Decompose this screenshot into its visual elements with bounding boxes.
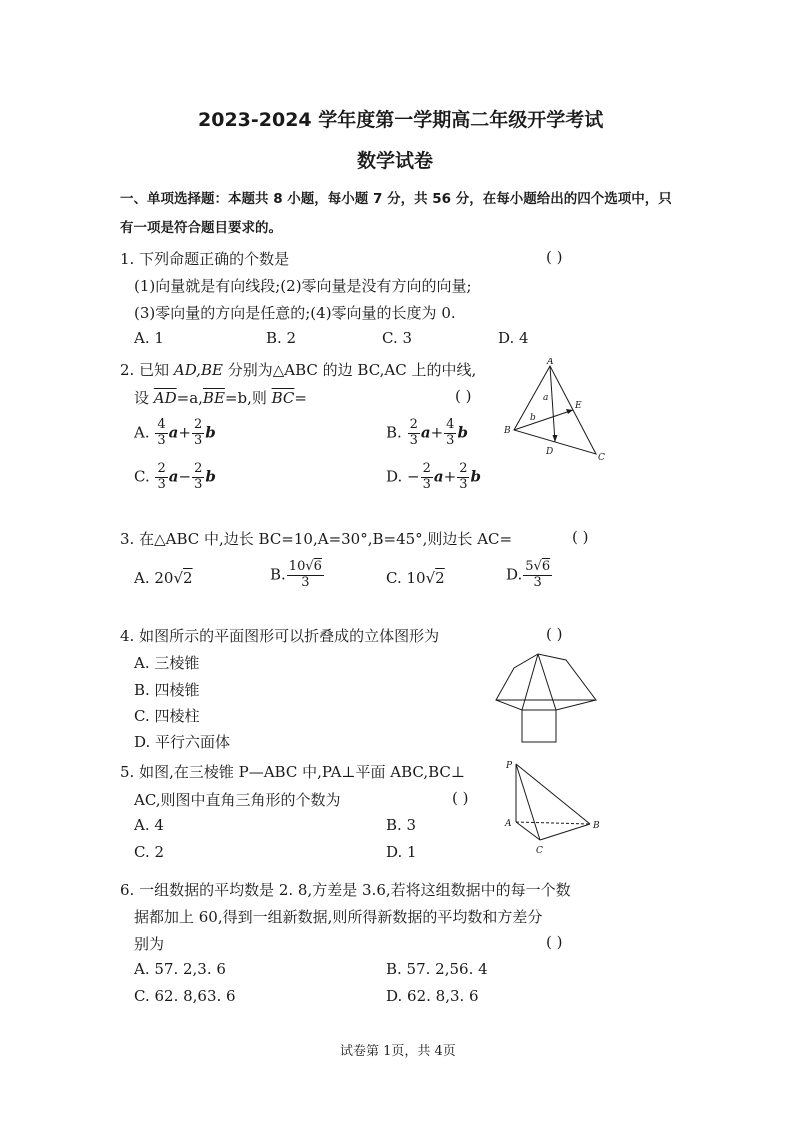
q5-option-b: B. 3 [386, 816, 417, 834]
q5-pyramid-figure [500, 758, 608, 858]
net-fold-line [538, 654, 556, 710]
q3-option-c: C. 10√2 [386, 569, 445, 587]
q6-option-d: D. 62. 8,3. 6 [386, 987, 479, 1005]
q3-option-d: D. $\frac{5√6}{3}$ [506, 559, 551, 590]
q2-option-b: B. $\frac{2}{3}$ a+ $\frac{4}{3}$ b [386, 417, 468, 448]
q2-stem-segments: AD,BE [173, 361, 223, 379]
q2-vector-be: $\overline{BE}$ [202, 389, 225, 407]
section-heading-line1: 一、单项选择题：本题共 8 小题，每小题 7 分，共 56 分，在每小题给出的四个选项中，只 [120, 191, 672, 207]
net-outline [496, 654, 596, 700]
q1-option-b: B. 2 [266, 329, 297, 347]
frac: $\frac{4}{3}$ [157, 417, 166, 448]
q6-answer-blank: ( ) [546, 933, 563, 951]
q4-answer-blank: ( ) [546, 625, 563, 643]
q2-stem [120, 359, 476, 380]
q6-option-b: B. 57. 2,56. 4 [386, 960, 488, 978]
edge-pb [516, 764, 590, 824]
q2-option-c: C. $\frac{2}{3}$ a− $\frac{2}{3}$ b [134, 461, 216, 492]
q1-stem: 1. 下列命题正确的个数是 [120, 250, 290, 268]
q2-let: 设 [134, 389, 154, 407]
label-e-point: E [575, 401, 582, 411]
label-c-vertex: C [536, 846, 543, 856]
q2-option-a: A. $\frac{4}{3}$ a+ $\frac{2}{3}$ b [134, 417, 216, 448]
frac: $\frac{2}{3}$ [194, 461, 203, 492]
q4-option-a: A. 三棱锥 [134, 654, 200, 672]
section-heading-line2: 有一项是符合题目要求的。 [120, 220, 282, 236]
q5-option-c: C. 2 [134, 843, 165, 861]
q6-option-a: A. 57. 2,3. 6 [134, 960, 226, 978]
q2-eq-b: =b,则 [224, 389, 272, 407]
q4-option-d: D. 平行六面体 [134, 733, 231, 751]
label-vector-b: b [530, 413, 536, 423]
q2-vector-ad: $\overline{AD}$ [153, 389, 177, 407]
q1-option-c: C. 3 [382, 329, 413, 347]
q2-eq-end: = [294, 389, 307, 407]
label-p-vertex: P [506, 761, 513, 771]
page-footer: 试卷第 1页，共 4页 [340, 1044, 456, 1059]
q1-line2: (1)向量就是有向线段;(2)零向量是没有方向的向量; [134, 277, 472, 295]
q5-option-a: A. 4 [134, 816, 164, 834]
net-square-base [522, 710, 556, 742]
edge-cb [540, 824, 590, 840]
q1-line3: (3)零向量的方向是任意的;(4)零向量的长度为 0. [134, 304, 456, 322]
label-b-vertex: B [504, 426, 511, 436]
median-ad [550, 366, 555, 442]
edge-ac [516, 822, 540, 840]
q6-line2: 据都加上 60,得到一组新数据,则所得新数据的平均数和方差分 [134, 908, 543, 926]
q5-answer-blank: ( ) [452, 789, 469, 807]
q6-line3: 别为 [134, 935, 165, 953]
q5-line2: AC,则图中直角三角形的个数为 [134, 791, 341, 809]
q1-answer-blank: ( ) [546, 248, 563, 266]
q6-stem: 6. 一组数据的平均数是 2. 8,方差是 3.6,若将这组数据中的每一个数 [120, 881, 571, 899]
exam-title: 2023-2024 学年度第一学期高二年级开学考试 [198, 109, 604, 131]
q2-eq-a: =a, [176, 389, 203, 407]
label-c-vertex: C [598, 453, 605, 463]
edge-ab-hidden [516, 822, 590, 824]
q2-stem-post: 分别为△ABC 的边 BC,AC 上的中线, [222, 361, 477, 379]
net-face-left [496, 654, 538, 710]
frac: $\frac{2}{3}$ [409, 417, 418, 448]
q4-net-figure [494, 652, 604, 744]
label-b-vertex: B [593, 821, 600, 831]
median-be [514, 410, 573, 430]
edge-pc [516, 764, 540, 840]
q2-triangle-figure [500, 358, 610, 463]
q1-option-d: D. 4 [498, 329, 529, 347]
q3-answer-blank: ( ) [572, 528, 589, 546]
frac: $\frac{5√6}{3}$ [525, 559, 551, 590]
frac: $\frac{2}{3}$ [459, 461, 468, 492]
label-a-vertex: A [505, 819, 512, 829]
frac: $\frac{2}{3}$ [157, 461, 166, 492]
q2-stem-pre: 2. 已知 [120, 361, 174, 379]
label-a-vertex: A [547, 358, 554, 367]
q5-stem: 5. 如图,在三棱锥 P—ABC 中,PA⊥平面 ABC,BC⊥ [120, 763, 466, 781]
q4-option-b: B. 四棱锥 [134, 681, 200, 699]
label-d-point: D [546, 447, 554, 457]
q4-stem: 4. 如图所示的平面图形可以折叠成的立体图形为 [120, 627, 440, 645]
q2-line2 [134, 387, 307, 408]
frac: $\frac{4}{3}$ [446, 417, 455, 448]
frac: $\frac{10√6}{3}$ [288, 559, 322, 590]
q3-stem: 3. 在△ABC 中,边长 BC=10,A=30°,B=45°,则边长 AC= [120, 530, 513, 548]
q4-option-c: C. 四棱柱 [134, 707, 200, 725]
q2-vector-bc: $\overline{BC}$ [271, 389, 295, 407]
label-vector-a: a [543, 393, 549, 403]
q2-answer-blank: ( ) [455, 387, 472, 405]
arrowhead-ad [553, 435, 558, 442]
q5-option-d: D. 1 [386, 843, 417, 861]
arrowhead-be [566, 409, 573, 414]
exam-subtitle: 数学试卷 [357, 150, 434, 172]
net-face-right [522, 700, 596, 710]
q6-option-c: C. 62. 8,63. 6 [134, 987, 236, 1005]
q3-option-a: A. 20√2 [134, 569, 193, 587]
q2-option-d: D. − $\frac{2}{3}$ a+ $\frac{2}{3}$ b [386, 461, 481, 492]
frac: $\frac{2}{3}$ [193, 417, 203, 448]
q1-option-a: A. 1 [134, 329, 164, 347]
frac: $\frac{2}{3}$ [422, 461, 431, 492]
q3-option-b: B. $\frac{10√6}{3}$ [270, 559, 322, 590]
